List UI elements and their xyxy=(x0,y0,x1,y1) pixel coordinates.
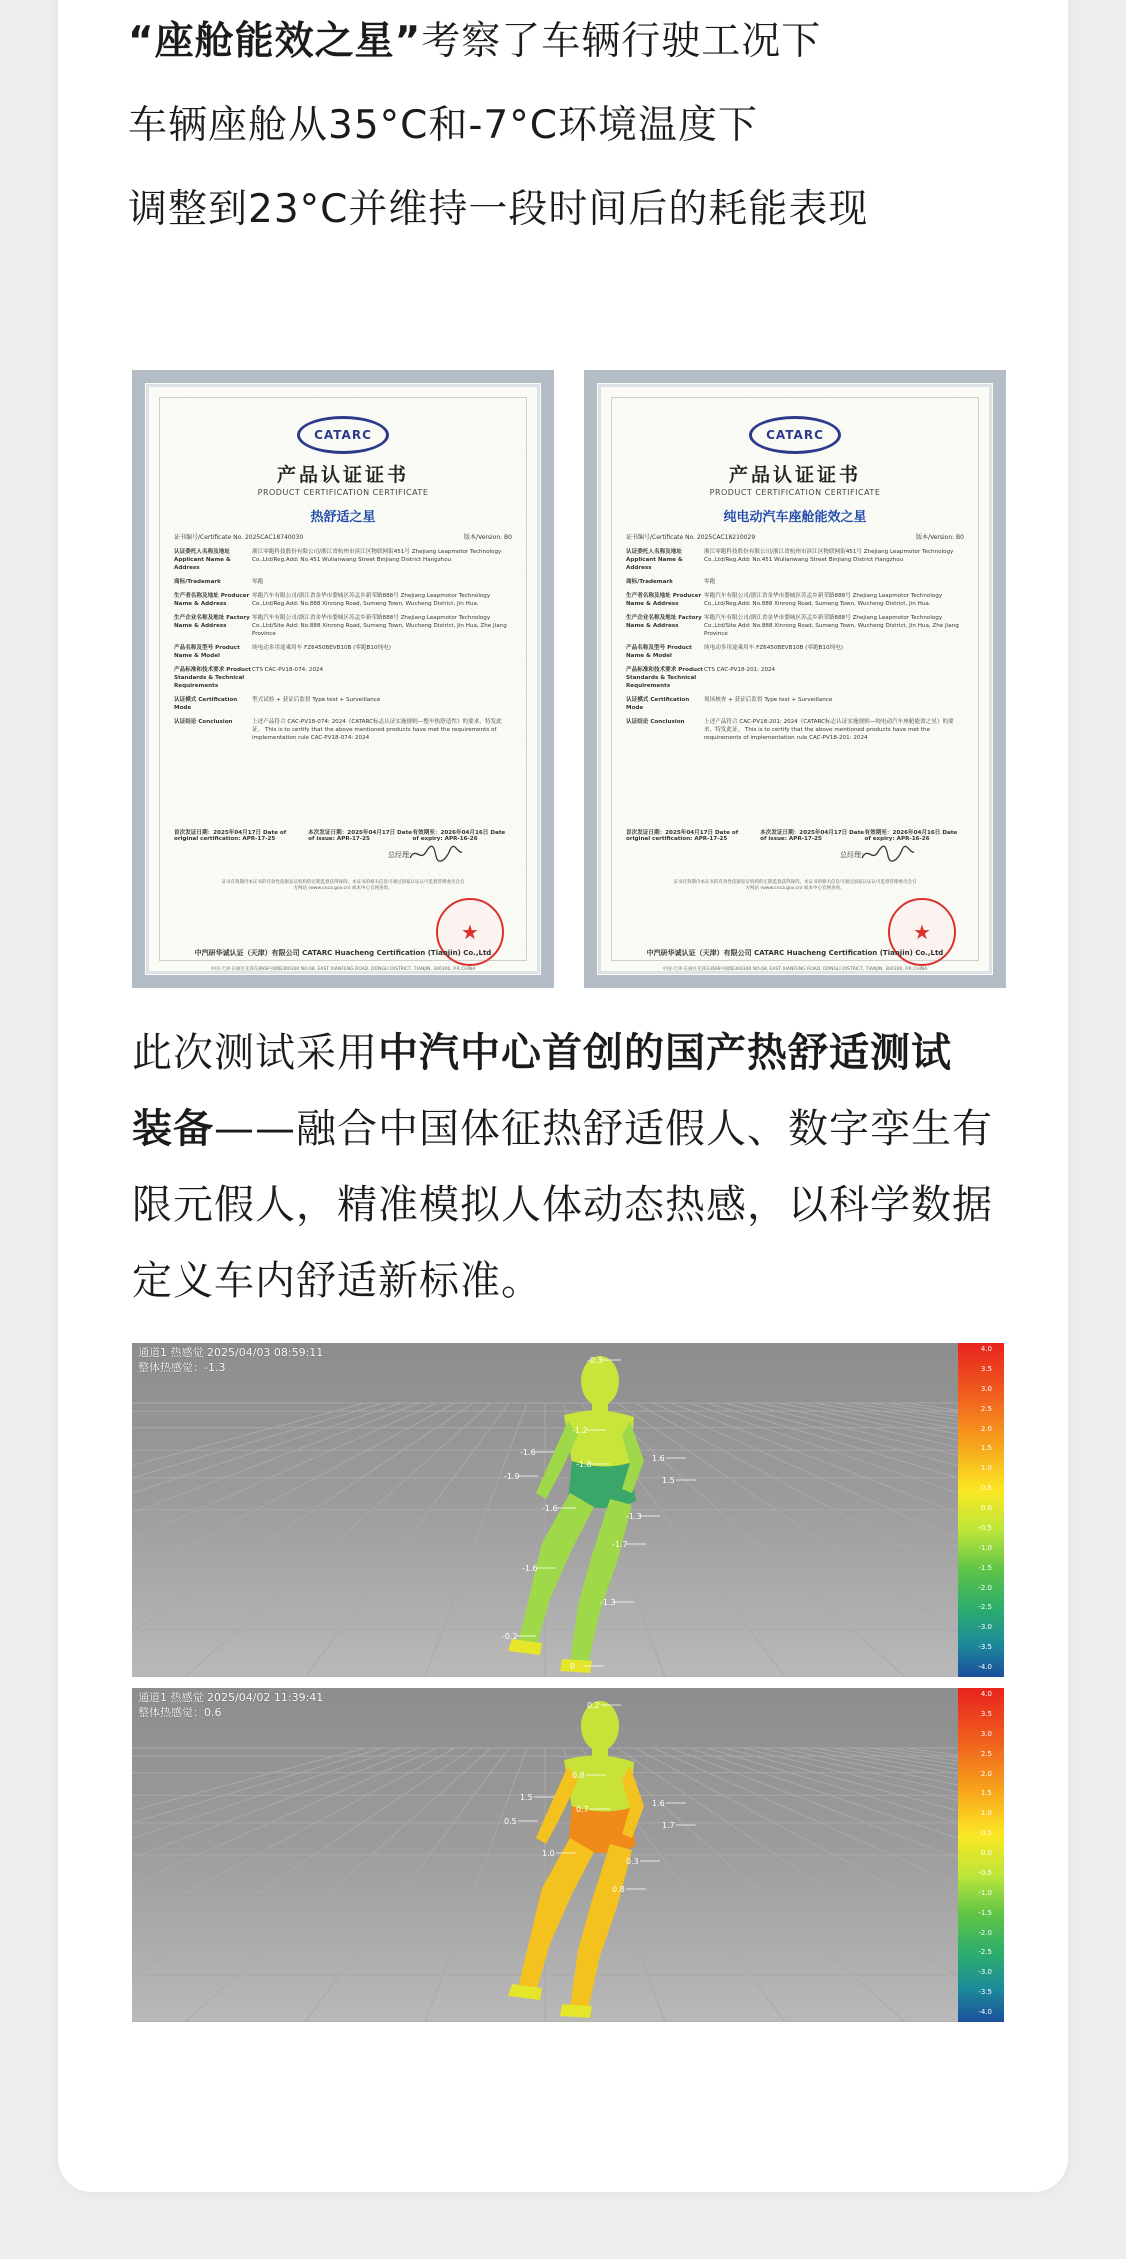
scale-tick: -2.5 xyxy=(978,1948,992,1957)
cert-dates xyxy=(626,828,964,842)
thermal-reading: 0.8 xyxy=(612,1885,625,1894)
red-seal: ★ xyxy=(888,898,956,966)
scale-tick: 1.5 xyxy=(980,1789,992,1798)
cert-row xyxy=(174,666,512,690)
thermal-reading: 1.6 xyxy=(652,1799,665,1808)
cert-subtitle: PRODUCT CERTIFICATION CERTIFICATE xyxy=(709,488,881,497)
para-text: 此次测试采用 xyxy=(132,1030,378,1076)
cert-row-value: 纯电动多用途乘用车 FZ6450BEVB10B (零跑B10纯电) xyxy=(252,645,391,651)
intro-line-3: 调整到23°C并维持一段时间后的耗能表现 xyxy=(128,187,869,232)
cert-row xyxy=(626,718,964,742)
intro-highlight: “座舱能效之星” xyxy=(128,19,422,64)
scale-tick: -2.0 xyxy=(978,1583,992,1592)
thermal-reading: -1.6 xyxy=(520,1448,536,1457)
cert-issuer: 中汽研华诚认证（天津）有限公司 CATARC Huacheng Certification (Tianjin) Co.,Ltd xyxy=(194,949,492,957)
scale-tick: 1.5 xyxy=(980,1444,992,1453)
cert-row xyxy=(174,696,512,712)
scale-tick: 4.0 xyxy=(980,1690,992,1698)
cert-rows xyxy=(626,548,964,748)
scale-tick: -1.0 xyxy=(978,1888,992,1897)
cert-row-key: 商标/Trademark xyxy=(174,579,221,585)
cert-row-value: 浙江零跑科技股份有限公司/浙江省杭州市滨江区物联网街451号 Zhejiang Leapmotor Technology Co.,Ltd/Reg.Add: No.451 Wulianwang Street Binjiang District Hangzhou xyxy=(704,549,954,563)
signature xyxy=(858,842,918,864)
overall-sensation: 整体热感觉：0.6 xyxy=(138,1706,222,1719)
cert-row-key: 商标/Trademark xyxy=(626,579,673,585)
certificate-cabin-efficiency xyxy=(584,370,1006,988)
cert-row xyxy=(174,644,512,660)
cert-row xyxy=(626,666,964,690)
scale-tick: 2.0 xyxy=(980,1769,992,1778)
scale-tick: -1.5 xyxy=(978,1908,992,1917)
cert-row xyxy=(626,548,964,572)
thermal-reading: 1.5 xyxy=(662,1476,675,1485)
cert-row-value: 零跑汽车有限公司/浙江省金华市婺城区苏孟乡新荣路888号 Zhejiang Leapmotor Technology Co.,Ltd/Site Add: No.888 Xinrong Road, Sumeng Town, Wucheng District, Jin Hua, Zhe Jiang Province xyxy=(252,615,507,637)
cert-row xyxy=(626,614,964,638)
thermal-reading: 0 xyxy=(570,1662,576,1671)
general-manager-label: 总经理： xyxy=(840,851,868,859)
cert-row xyxy=(174,548,512,572)
cert-row-value: 零跑 xyxy=(252,579,264,585)
cert-dates xyxy=(174,828,512,842)
content-card xyxy=(58,0,1068,2192)
scale-tick: 1.0 xyxy=(980,1809,992,1818)
cert-row-key: 产品名称及型号 Product Name & Model xyxy=(626,645,692,659)
thermal-reading: 1.7 xyxy=(662,1821,675,1830)
mannequin-left-foot xyxy=(560,2004,592,2018)
catarc-logo: CATARC xyxy=(749,416,841,454)
scale-tick: 3.5 xyxy=(980,1709,992,1718)
scale-tick: -4.0 xyxy=(978,2008,992,2016)
red-seal: ★ xyxy=(436,898,504,966)
signature xyxy=(406,842,466,864)
cert-number-row xyxy=(174,532,512,541)
thermal-reading: -1.2 xyxy=(572,1426,588,1435)
scale-tick: 2.5 xyxy=(980,1404,992,1413)
cert-row xyxy=(626,696,964,712)
scale-tick: 2.5 xyxy=(980,1749,992,1758)
scale-tick: 4.0 xyxy=(980,1345,992,1353)
cert-subtitle: PRODUCT CERTIFICATION CERTIFICATE xyxy=(257,488,429,497)
thermal-reading: 1.0 xyxy=(542,1849,555,1858)
cert-row-key: 生产者名称及地址 Producer Name & Address xyxy=(174,593,250,607)
channel-label: 通道1 热感觉 2025/04/03 08:59:11 xyxy=(138,1346,324,1359)
intro-line-2: 车辆座舱从35°C和-7°C环境温度下 xyxy=(128,103,758,148)
scale-tick: -3.5 xyxy=(978,1988,992,1997)
scale-tick: 0.5 xyxy=(980,1484,992,1493)
thermal-panel-cold xyxy=(132,1343,1004,1677)
color-scale xyxy=(958,1688,1004,2022)
scale-tick: -3.0 xyxy=(978,1623,992,1632)
scale-tick: 3.0 xyxy=(980,1729,992,1738)
cert-award-name: 纯电动汽车座舱能效之星 xyxy=(723,510,867,525)
para-line-4: 定义车内舒适新标准。 xyxy=(132,1258,542,1304)
scale-tick: -1.5 xyxy=(978,1563,992,1572)
color-scale xyxy=(958,1343,1004,1677)
scale-tick: -2.0 xyxy=(978,1928,992,1937)
para-line-2 xyxy=(132,1091,1012,1167)
thermal-mannequin xyxy=(132,1343,958,1677)
para-text: ——融合中国体征热舒适假人、数字孪生有 xyxy=(214,1106,993,1152)
thermal-reading: 0.8 xyxy=(572,1771,585,1780)
catarc-logo: CATARC xyxy=(297,416,389,454)
intro-line-1 xyxy=(128,0,1008,84)
thermal-reading: 1.5 xyxy=(520,1793,533,1802)
cert-rows xyxy=(174,548,512,748)
scale-tick: 0.5 xyxy=(980,1829,992,1838)
thermal-reading: -0.3 xyxy=(587,1356,603,1365)
cert-row xyxy=(174,592,512,608)
thermal-reading: 1.6 xyxy=(652,1454,665,1463)
cert-title: 产品认证证书 xyxy=(728,464,861,486)
thermal-reading: -1.8 xyxy=(576,1460,592,1469)
cert-issuer: 中汽研华诚认证（天津）有限公司 CATARC Huacheng Certification (Tianjin) Co.,Ltd xyxy=(646,949,944,957)
cert-number: 证书编号/Certificate No. 2025CAC18740030 xyxy=(174,534,304,541)
cert-number-row xyxy=(626,532,964,541)
cert-row-value: 浙江零跑科技股份有限公司/浙江省杭州市滨江区物联网街451号 Zhejiang Leapmotor Technology Co.,Ltd/Reg.Add: No.451 Wulianwang Street Binjiang District Hangzhou xyxy=(252,549,502,563)
cert-row-key: 认证模式 Certification Mode xyxy=(626,697,690,711)
cert-fine-print: 证书有效期内本证书的有效性依据发证机构的定期监督获得保持。本证书的相关信息可通过国家认证认可监督管理委员会官方网站 (www.cnca.gov.cn) 或本中心官网查询。 xyxy=(673,880,917,891)
cert-row-value: 零跑 xyxy=(704,579,716,585)
scale-tick: 3.5 xyxy=(980,1364,992,1373)
cert-date-first: 首次发证日期：2025年04月17日 Date of original certification: APR-17-25 xyxy=(174,830,287,842)
para-highlight: 装备 xyxy=(132,1106,214,1152)
cert-row-value: CTS CAC-PV18-074: 2024 xyxy=(252,667,324,673)
cert-award-name: 热舒适之星 xyxy=(310,510,376,525)
thermal-reading: -1.3 xyxy=(626,1512,642,1521)
cert-row-key: 生产企业名称及地址 Factory Name & Address xyxy=(626,615,702,629)
cert-row-value: 现场核查 + 获证后监督 Type test + Surveillance xyxy=(704,697,833,703)
cert-row-key: 认证结论 Conclusion xyxy=(174,719,233,725)
para-highlight: 中汽中心首创的国产热舒适测试 xyxy=(378,1030,952,1076)
scale-tick: 3.0 xyxy=(980,1384,992,1393)
intro-line-1-rest: 考察了车辆行驶工况下 xyxy=(421,19,822,64)
intro-text xyxy=(128,0,1008,252)
cert-row-key: 产品标准和技术要求 Product Standards & Technical Requirements xyxy=(174,667,251,689)
thermal-reading: -1.6 xyxy=(522,1564,538,1573)
cert-version: 版本/Version: B0 xyxy=(464,534,512,541)
scale-tick: 2.0 xyxy=(980,1424,992,1433)
scale-tick: -4.0 xyxy=(978,1663,992,1671)
cert-row-value: CTS CAC-PV18-201: 2024 xyxy=(704,667,776,673)
cert-row-key: 产品标准和技术要求 Product Standards & Technical Requirements xyxy=(626,667,703,689)
thermal-reading: 0.7 xyxy=(576,1805,589,1814)
thermal-reading: -1.7 xyxy=(612,1540,628,1549)
channel-label: 通道1 热感觉 2025/04/02 11:39:41 xyxy=(138,1691,324,1704)
cert-number: 证书编号/Certificate No. 2025CAC18210029 xyxy=(626,534,756,541)
scale-tick: 0.0 xyxy=(980,1504,992,1512)
cert-row-value: 纯电动多用途乘用车 FZ6450BEVB10B (零跑B10纯电) xyxy=(704,645,843,651)
cert-date-expiry: 有效期至：2026年04月16日 Date of expiry: APR-16-26 xyxy=(412,830,506,842)
para-line-3: 限元假人，精准模拟人体动态热感，以科学数据 xyxy=(132,1182,993,1228)
cert-row-key: 产品名称及型号 Product Name & Model xyxy=(174,645,240,659)
scale-tick: 0.0 xyxy=(980,1849,992,1857)
cert-row-key: 认证委托人名称及地址 Applicant Name & Address xyxy=(174,549,231,571)
scale-tick: -0.5 xyxy=(978,1868,992,1877)
cert-row-value: 上述产品符合 CAC-PV18-201: 2024《CATARC标志认证实施规则—纯电动汽车座舱能效之星》的要求，特发此证。 This is to certify that the above mentioned products have met the requirements of implementation rule CAC-PV18-201: 2024 xyxy=(704,719,954,741)
para-line-1 xyxy=(132,1015,1012,1091)
scale-tick: -2.5 xyxy=(978,1603,992,1612)
cert-date-issue: 本次发证日期：2025年04月17日 Date of issue: APR-17-25 xyxy=(760,830,865,842)
thermal-reading: 0.5 xyxy=(504,1817,517,1826)
scale-tick: 1.0 xyxy=(980,1464,992,1473)
cert-row-key: 认证模式 Certification Mode xyxy=(174,697,238,711)
cert-row-key: 认证委托人名称及地址 Applicant Name & Address xyxy=(626,549,683,571)
cert-version: 版本/Version: B0 xyxy=(916,534,964,541)
thermal-reading: -1.9 xyxy=(504,1472,520,1481)
general-manager-label: 总经理： xyxy=(388,851,416,859)
thermal-reading: -1.6 xyxy=(542,1504,558,1513)
cert-row-value: 零跑汽车有限公司/浙江省金华市婺城区苏孟乡新荣路888号 Zhejiang Leapmotor Technology Co.,Ltd/Site Add: No.888 Xinrong Road, Sumeng Town, Wucheng District, Jin Hua, Zhe Jiang Province xyxy=(704,615,959,637)
cert-row xyxy=(626,592,964,608)
cert-date-first: 首次发证日期：2025年04月17日 Date of original certification: APR-17-25 xyxy=(626,830,739,842)
thermal-reading: -1.3 xyxy=(600,1598,616,1607)
scale-tick: -3.5 xyxy=(978,1643,992,1652)
scale-tick: -3.0 xyxy=(978,1968,992,1977)
cert-fine-print: 证书有效期内本证书的有效性依据发证机构的定期监督获得保持。本证书的相关信息可通过国家认证认可监督管理委员会官方网站 (www.cnca.gov.cn) 或本中心官网查询。 xyxy=(221,880,465,891)
thermal-reading: 0.2 xyxy=(587,1701,600,1710)
scale-tick: -0.5 xyxy=(978,1523,992,1532)
overall-sensation: 整体热感觉：-1.3 xyxy=(138,1361,226,1374)
cert-row-key: 生产者名称及地址 Producer Name & Address xyxy=(626,593,702,607)
cert-row-value: 型式试验 + 获证后监督 Type test + Surveillance xyxy=(252,697,381,703)
cert-row xyxy=(626,644,964,660)
cert-address: 中国·天津·东丽区先锋东路68号邮编300300 NO.68, EAST XIANFENG ROAD, DONGLI DISTRICT, TIANJIN, 300300, P.R.CHINA xyxy=(210,967,476,972)
cert-date-expiry: 有效期至：2026年04月16日 Date of expiry: APR-16-26 xyxy=(864,830,958,842)
cert-row-value: 零跑汽车有限公司/浙江省金华市婺城区苏孟乡新荣路888号 Zhejiang Leapmotor Technology Co.,Ltd/Reg.Add: No.888 Xinrong Road, Sumeng Town, Wucheng District, Jin Hua. xyxy=(704,593,943,607)
cert-row-value: 上述产品符合 CAC-PV18-074: 2024《CATARC标志认证实施规则—整车热舒适性》的要求，特发此证。 This is to certify that the above mentioned products have met the requirements of implementation rule CAC-PV18-074: 2024 xyxy=(252,719,502,741)
cert-row-key: 生产企业名称及地址 Factory Name & Address xyxy=(174,615,250,629)
cert-row xyxy=(174,718,512,742)
cert-title: 产品认证证书 xyxy=(276,464,409,486)
certificate-thermal-comfort xyxy=(132,370,554,988)
test-equipment-paragraph xyxy=(132,1015,1012,1319)
cert-row xyxy=(626,578,964,586)
thermal-reading: 0.3 xyxy=(626,1857,639,1866)
cert-address: 中国·天津·东丽区先锋东路68号邮编300300 NO.68, EAST XIANFENG ROAD, DONGLI DISTRICT, TIANJIN, 300300, P.R.CHINA xyxy=(662,967,928,972)
thermal-reading: -0.2 xyxy=(502,1632,518,1641)
cert-row-key: 认证结论 Conclusion xyxy=(626,719,685,725)
thermal-mannequin xyxy=(132,1688,958,2022)
cert-row xyxy=(174,614,512,638)
thermal-panel-warm xyxy=(132,1688,1004,2022)
cert-row-value: 零跑汽车有限公司/浙江省金华市婺城区苏孟乡新荣路888号 Zhejiang Leapmotor Technology Co.,Ltd/Reg.Add: No.888 Xinrong Road, Sumeng Town, Wucheng District, Jin Hua. xyxy=(252,593,491,607)
cert-row xyxy=(174,578,512,586)
scale-tick: -1.0 xyxy=(978,1543,992,1552)
cert-date-issue: 本次发证日期：2025年04月17日 Date of issue: APR-17-25 xyxy=(308,830,413,842)
